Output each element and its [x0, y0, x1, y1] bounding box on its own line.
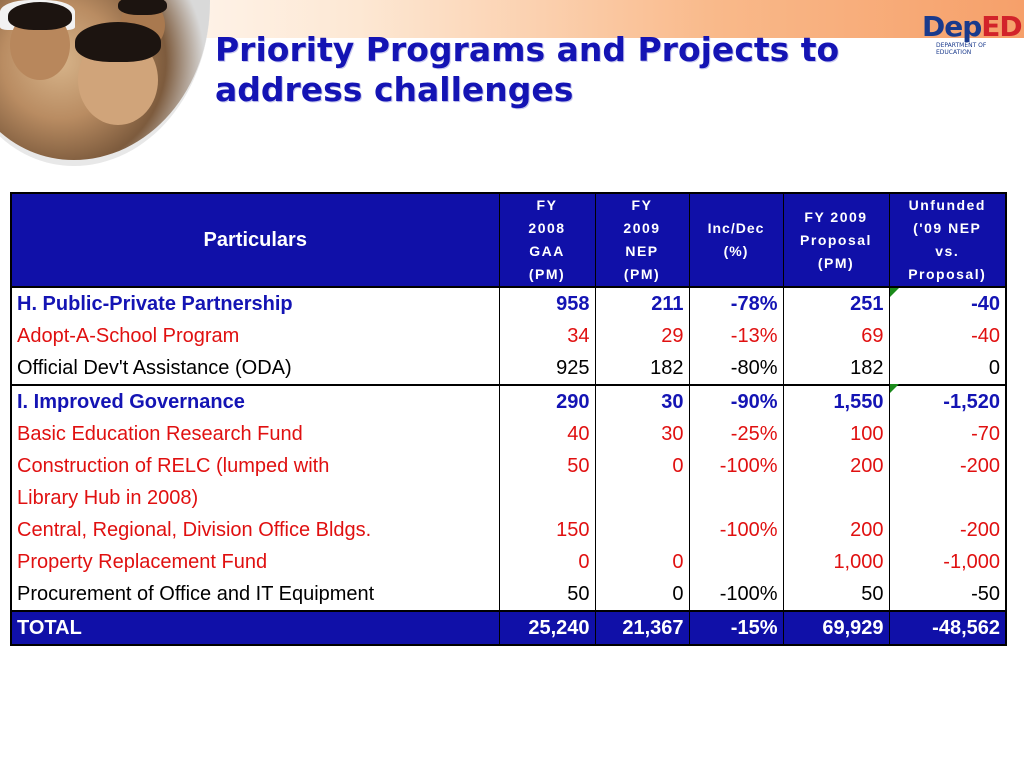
table-row	[11, 320, 1006, 352]
logo-subtitle: DEPARTMENT OF EDUCATION	[936, 42, 987, 56]
header-particulars: Particulars	[11, 193, 499, 287]
cell-proposal: 69,929	[783, 611, 889, 645]
comment-marker-icon[interactable]	[890, 384, 899, 393]
cell-nep: 30	[595, 418, 689, 450]
row-label: Central, Regional, Division Office Bldgs.	[11, 514, 499, 546]
cell-gaa: 25,240	[499, 611, 595, 645]
cell-unfunded: -200	[889, 450, 1006, 482]
table-row	[11, 418, 1006, 450]
row-label: Property Replacement Fund	[11, 546, 499, 578]
cell-proposal: 200	[783, 450, 889, 482]
cell-nep: 30	[595, 385, 689, 418]
cell-nep: 0	[595, 450, 689, 482]
cell-gaa: 0	[499, 546, 595, 578]
header-line: Unfunded	[908, 197, 986, 213]
row-label: Official Dev't Assistance (ODA)	[11, 352, 499, 385]
header-line: Proposal)	[908, 266, 987, 282]
cell-incdec: -100%	[689, 450, 783, 482]
cell-nep	[595, 514, 689, 546]
cell-nep: 0	[595, 578, 689, 611]
cell-incdec: -80%	[689, 352, 783, 385]
table-row	[11, 482, 1006, 514]
cell-nep: 182	[595, 352, 689, 385]
cell-nep: 29	[595, 320, 689, 352]
table-row	[11, 450, 1006, 482]
header-line: FY	[536, 197, 558, 213]
cell-nep: 21,367	[595, 611, 689, 645]
row-label: H. Public-Private Partnership	[11, 287, 499, 320]
cell-incdec: -25%	[689, 418, 783, 450]
header-row	[11, 193, 1006, 287]
cell-unfunded: -70	[889, 418, 1006, 450]
comment-marker-icon[interactable]	[890, 288, 899, 297]
cell-incdec: -13%	[689, 320, 783, 352]
header-line: ('09 NEP	[913, 220, 982, 236]
page-title: Priority Programs and Projects to address challenges	[215, 30, 840, 109]
row-label: I. Improved Governance	[11, 385, 499, 418]
header-line: FY 2009	[804, 208, 868, 225]
cell-gaa	[499, 482, 595, 514]
cell-proposal: 251	[783, 287, 889, 320]
cell-unfunded: 0	[889, 352, 1006, 385]
header-line: (PM)	[528, 266, 566, 282]
table-row	[11, 385, 1006, 418]
header-line: 2009	[623, 220, 661, 236]
cell-proposal: 69	[783, 320, 889, 352]
header-line: (PM)	[623, 266, 661, 282]
table-row	[11, 352, 1006, 385]
header-line: 2008	[528, 220, 566, 236]
table-row	[11, 287, 1006, 320]
header-line: Proposal	[800, 231, 872, 248]
cell-gaa: 50	[499, 578, 595, 611]
header-line: FY	[631, 197, 653, 213]
cell-nep: 0	[595, 546, 689, 578]
cell-nep: 211	[595, 287, 689, 320]
row-label: Procurement of Office and IT Equipment	[11, 578, 499, 611]
header-fy2009-proposal	[783, 193, 889, 287]
cell-gaa: 290	[499, 385, 595, 418]
cell-incdec: -78%	[689, 287, 783, 320]
header-line: GAA	[529, 243, 565, 259]
cell-incdec	[689, 546, 783, 578]
row-label: Library Hub in 2008)	[11, 482, 499, 514]
cell-unfunded: -200	[889, 514, 1006, 546]
row-label: TOTAL	[11, 611, 499, 645]
cell-gaa: 150	[499, 514, 595, 546]
cell-proposal: 1,000	[783, 546, 889, 578]
cell-unfunded: -40	[889, 320, 1006, 352]
logo-ed: ED	[981, 10, 1022, 43]
cell-unfunded: -48,562	[889, 611, 1006, 645]
cell-proposal: 200	[783, 514, 889, 546]
cell-gaa: 50	[499, 450, 595, 482]
total-row	[11, 611, 1006, 645]
cell-incdec: -100%	[689, 514, 783, 546]
header-line: vs.	[935, 243, 960, 259]
cell-incdec: -15%	[689, 611, 783, 645]
cell-incdec: -90%	[689, 385, 783, 418]
child-hair	[118, 0, 167, 15]
header-inc-dec	[689, 193, 783, 287]
child-hair	[75, 22, 161, 62]
cell-unfunded: -1,520	[889, 385, 1006, 418]
cell-nep	[595, 482, 689, 514]
header-line: (PM)	[817, 254, 855, 271]
row-label: Adopt-A-School Program	[11, 320, 499, 352]
header-line: NEP	[625, 243, 659, 259]
header-fy2008-gaa	[499, 193, 595, 287]
children-photo	[0, 0, 210, 166]
cell-incdec	[689, 482, 783, 514]
cell-proposal: 50	[783, 578, 889, 611]
cell-incdec: -100%	[689, 578, 783, 611]
row-label: Construction of RELC (lumped with	[11, 450, 499, 482]
cell-unfunded: -50	[889, 578, 1006, 611]
header-fy2009-nep	[595, 193, 689, 287]
cell-unfunded	[889, 482, 1006, 514]
logo-dep: Dep	[922, 10, 982, 43]
header-line: Inc/Dec	[707, 220, 765, 236]
cell-gaa: 40	[499, 418, 595, 450]
cell-proposal: 182	[783, 352, 889, 385]
table-row	[11, 546, 1006, 578]
child-hair	[8, 2, 72, 30]
cell-proposal: 100	[783, 418, 889, 450]
cell-gaa: 34	[499, 320, 595, 352]
cell-proposal: 1,550	[783, 385, 889, 418]
table-row	[11, 514, 1006, 546]
cell-unfunded: -40	[889, 287, 1006, 320]
table-row	[11, 578, 1006, 611]
row-label: Basic Education Research Fund	[11, 418, 499, 450]
header-line: (%)	[723, 243, 749, 259]
cell-gaa: 925	[499, 352, 595, 385]
cell-unfunded: -1,000	[889, 546, 1006, 578]
cell-proposal	[783, 482, 889, 514]
budget-table	[10, 192, 1007, 646]
header-unfunded	[889, 193, 1006, 287]
cell-gaa: 958	[499, 287, 595, 320]
